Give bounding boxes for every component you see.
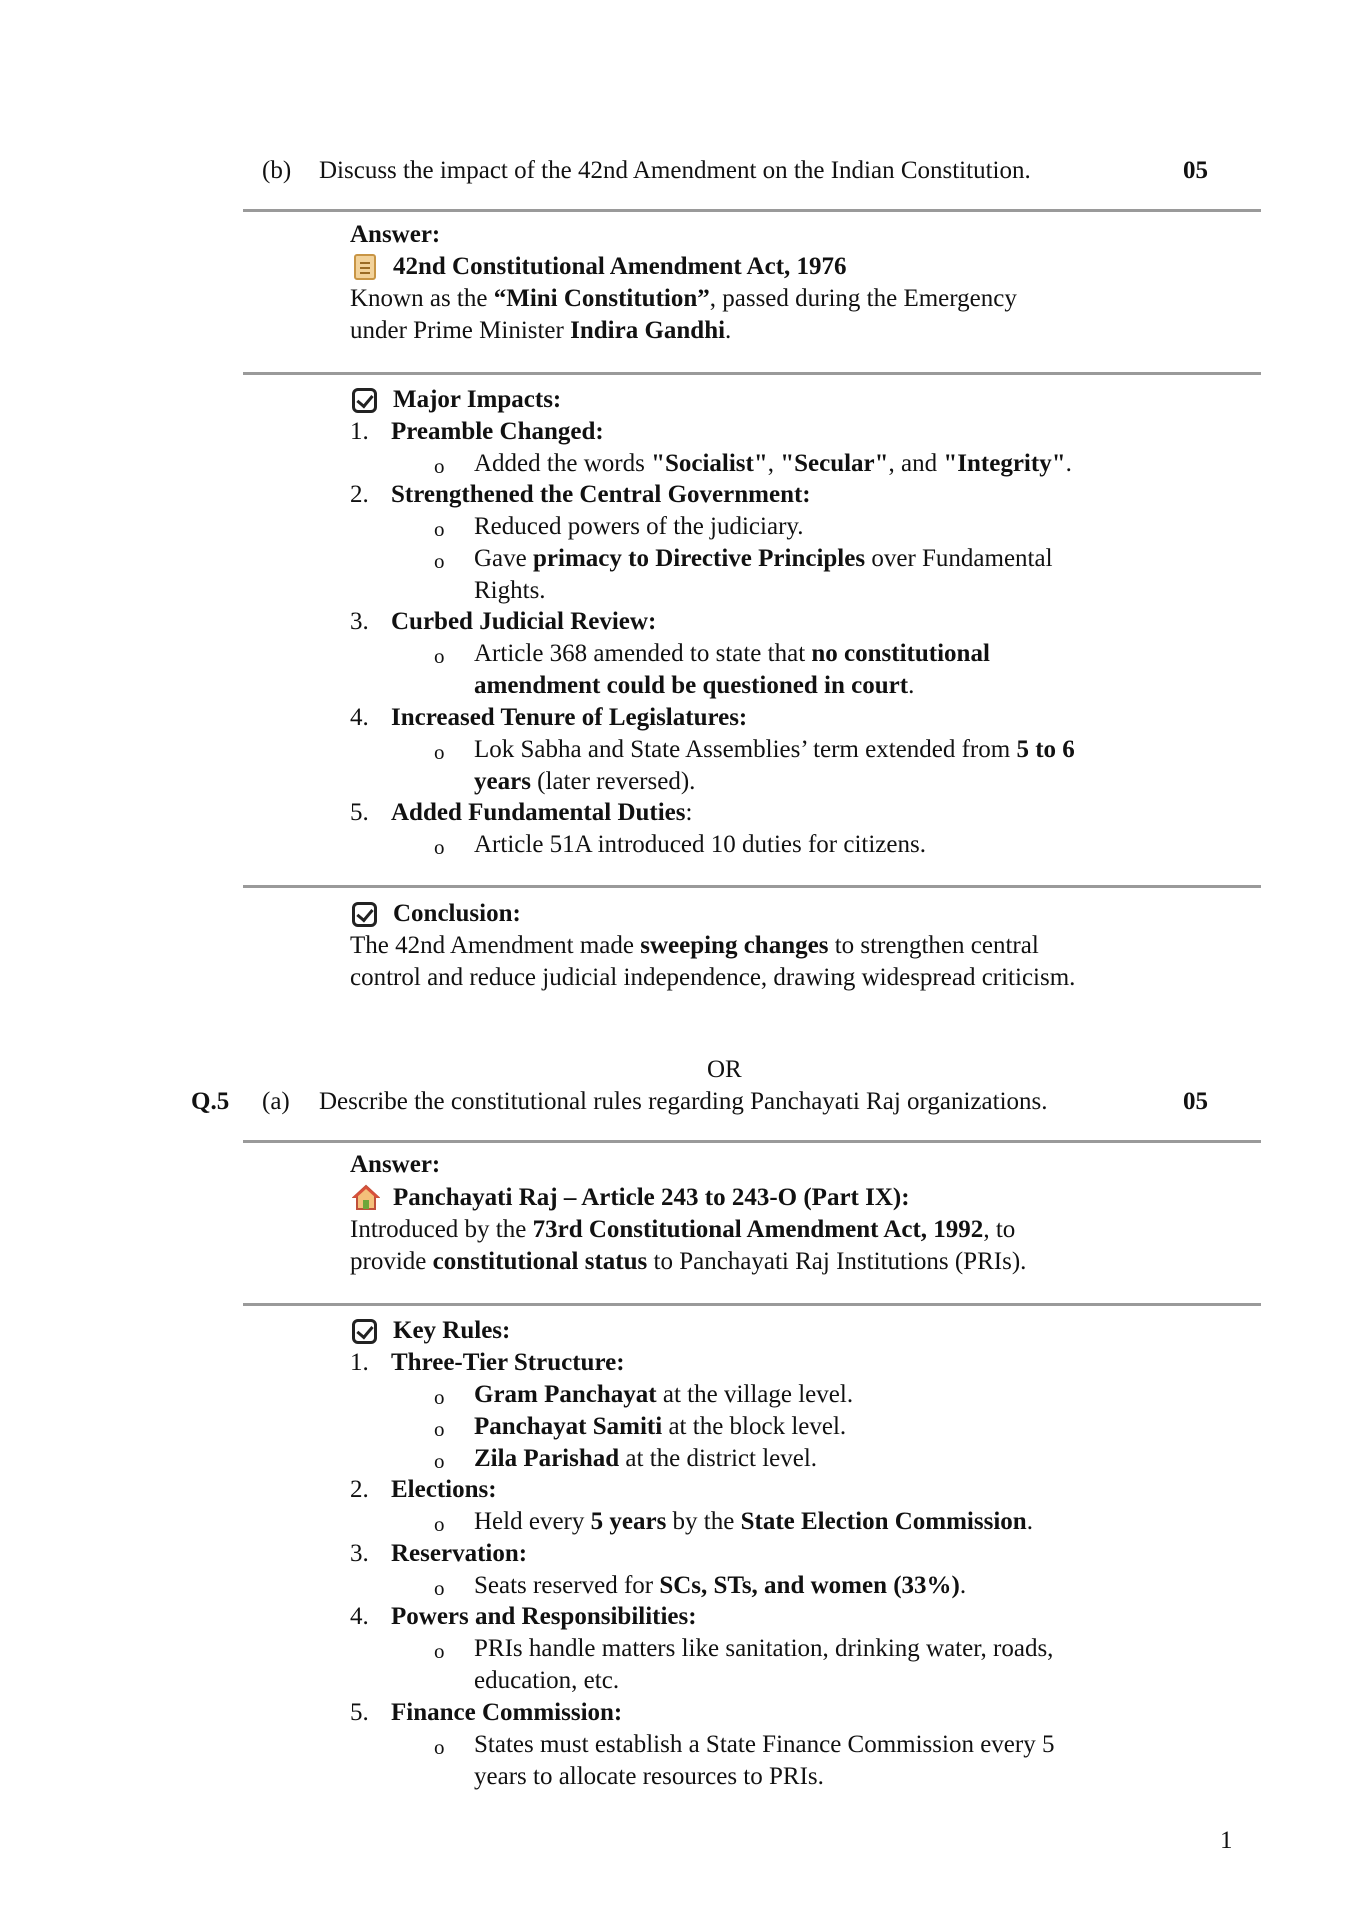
bullet-text: Panchayat Samiti at the block level. [474,1413,847,1440]
bullet-icon: o [434,1576,445,1600]
item-number: 4. [350,704,369,731]
item-title: Increased Tenure of Legislatures: [391,704,748,731]
divider [243,885,1261,888]
checkbox-icon [352,1319,377,1344]
bullet-icon: o [434,1385,445,1409]
intro-line-2: under Prime Minister Indira Gandhi. [350,317,732,344]
bullet-icon: o [434,1417,445,1441]
bullet-text: States must establish a State Finance Commission every 5 [474,1731,1055,1758]
bullet-text: Zila Parishad at the district level. [474,1445,818,1472]
item-number: 5. [350,1699,369,1726]
item-number: 2. [350,481,369,508]
intro-line-2: provide constitutional status to Panchayati Raj Institutions (PRIs). [350,1248,1027,1275]
bullet-text: Seats reserved for SCs, STs, and women (33%). [474,1572,967,1599]
item-number: 5. [350,799,369,826]
item-title: Curbed Judicial Review: [391,608,657,635]
bullet-text: Lok Sabha and State Assemblies’ term extended from 5 to 6 [474,736,1075,763]
divider [243,372,1261,375]
bullet-text-cont: years to allocate resources to PRIs. [474,1763,824,1790]
answer-title: Panchayati Raj – Article 243 to 243-O (Part IX): [393,1184,910,1211]
house-icon [352,1183,380,1211]
bullet-text-cont: years (later reversed). [474,768,696,795]
bullet-text: Article 368 amended to state that no constitutional [474,640,990,667]
intro-line-1: Introduced by the 73rd Constitutional Amendment Act, 1992, to [350,1216,1016,1243]
question-text: Discuss the impact of the 42nd Amendment on the Indian Constitution. [319,157,1031,184]
bullet-text: Gave primacy to Directive Principles over Fundamental [474,545,1053,572]
item-title: Three-Tier Structure: [391,1349,625,1376]
checkbox-icon [352,902,377,927]
bullet-icon: o [434,1449,445,1473]
bullet-text: Article 51A introduced 10 duties for citizens. [474,831,926,858]
bullet-icon: o [434,740,445,764]
question-label-a: (a) [262,1088,290,1115]
item-title: Strengthened the Central Government: [391,481,811,508]
conclusion-line-1: The 42nd Amendment made sweeping changes to strengthen central [350,932,1039,959]
conclusion-line-2: control and reduce judicial independence, drawing widespread criticism. [350,964,1076,991]
divider [243,1140,1261,1143]
or-separator: OR [707,1056,742,1083]
bullet-text-cont: Rights. [474,577,546,604]
bullet-text: Reduced powers of the judiciary. [474,513,804,540]
item-title: Powers and Responsibilities: [391,1603,697,1630]
item-number: 2. [350,1476,369,1503]
page-number: 1 [1220,1827,1233,1854]
item-title: Finance Commission: [391,1699,623,1726]
intro-line-1: Known as the “Mini Constitution”, passed during the Emergency [350,285,1017,312]
bullet-icon: o [434,454,445,478]
item-title: Elections: [391,1476,497,1503]
bullet-icon: o [434,835,445,859]
item-number: 4. [350,1603,369,1630]
bullet-text: Held every 5 years by the State Election Commission. [474,1508,1033,1535]
bullet-icon: o [434,644,445,668]
question-text: Describe the constitutional rules regarding Panchayati Raj organizations. [319,1088,1048,1115]
bullet-icon: o [434,1639,445,1663]
question-label-b: (b) [262,157,292,184]
item-number: 1. [350,1349,369,1376]
checkbox-icon [352,388,377,413]
question-marks: 05 [1183,1088,1208,1115]
bullet-icon: o [434,517,445,541]
item-number: 1. [350,418,369,445]
item-title: Reservation: [391,1540,528,1567]
item-title: Preamble Changed: [391,418,604,445]
bullet-text: Gram Panchayat at the village level. [474,1381,854,1408]
answer-label: Answer: [350,221,441,248]
scroll-icon [354,254,376,280]
answer-title: 42nd Constitutional Amendment Act, 1976 [393,253,847,280]
bullet-icon: o [434,549,445,573]
divider [243,209,1261,212]
bullet-icon: o [434,1735,445,1759]
bullet-text: Added the words "Socialist", "Secular", and "Integrity". [474,450,1072,477]
item-number: 3. [350,1540,369,1567]
divider [243,1303,1261,1306]
question-marks: 05 [1183,157,1208,184]
item-title: Added Fundamental Duties: [391,799,693,826]
bullet-icon: o [434,1512,445,1536]
item-number: 3. [350,608,369,635]
answer-label: Answer: [350,1151,441,1178]
rules-heading: Key Rules: [393,1317,511,1344]
conclusion-heading: Conclusion: [393,900,521,927]
bullet-text-cont: amendment could be questioned in court. [474,672,915,699]
question-number: Q.5 [191,1088,230,1115]
bullet-text: PRIs handle matters like sanitation, drinking water, roads, [474,1635,1054,1662]
impacts-heading: Major Impacts: [393,386,562,413]
bullet-text-cont: education, etc. [474,1667,620,1694]
